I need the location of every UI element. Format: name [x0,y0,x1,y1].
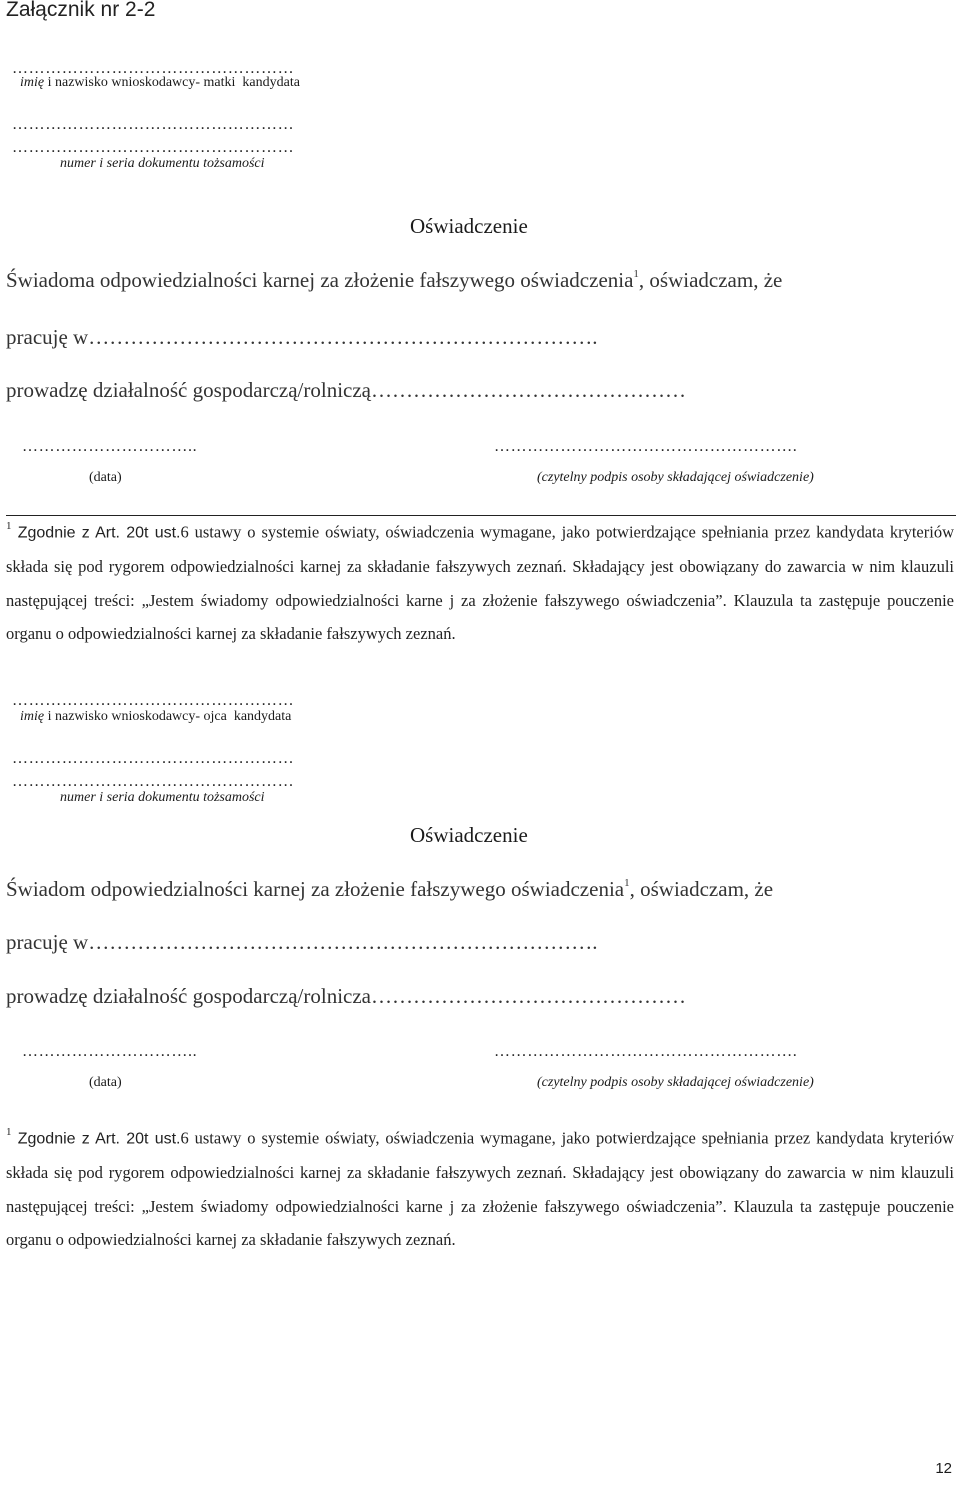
document-dotted-line-2: …………………………………………… [12,773,295,790]
document-dotted-line-1: …………………………………………… [12,750,295,767]
statement-line: Świadom odpowiedzialności karnej za złożenie fałszywego oświadczenia$^1$, oświadczam, że [6,877,774,901]
statement-line: Świadoma odpowiedzialności karnej za złożenie fałszywego oświadczenia$^1$, oświadczam, że [6,268,783,292]
name-dotted-line: …………………………………………… [12,692,295,709]
statement-title: Oświadczenie [410,214,528,238]
date-dotted-line: ………………………….. [22,438,198,455]
name-caption: imię i nazwisko wnioskodawcy- ojca kandydata [20,709,292,724]
document-dotted-line-2: …………………………………………… [12,139,295,156]
document-caption: numer i seria dokumentu tożsamości [60,790,265,805]
signature-dotted-line: ………………………………………………. [494,1043,798,1060]
signature-dotted-line: ………………………………………………. [494,438,798,455]
work-line: pracuję w………………………………………………………………. [6,325,598,349]
footnote-ref: 1 [624,877,630,889]
name-dotted-line: …………………………………………… [12,60,295,77]
signature-caption: (czytelny podpis osoby składającej oświadczenie) [537,1075,814,1090]
date-caption: (data) [89,1075,122,1090]
document-caption: numer i seria dokumentu tożsamości [60,156,265,171]
business-line: prowadzę działalność gospodarczą/rolnicza……………………………………… [6,984,686,1008]
page-header: Załącznik nr 2-2 [6,0,156,21]
footnote: $^1$ Zgodnie z Art. 20t ust.6 ustawy o systemie oświaty, oświadczenia wymagane, jako potwierdzające spełniania przez kandydata kryteriów składa się pod rygorem odpowiedzialności karnej za składanie fałszywych zeznań. Składający jest obowiązany do zawarcia w nim klauzuli następującej treści: „Jestem świadomy odpowiedzialności karne j za złożenie fałszywego oświadczenia”. Klauzula ta zastępuje pouczenie organu o odpowiedzialności karnej za składanie fałszywych zeznań. [6,520,954,643]
date-caption: (data) [89,470,122,485]
page-number: 12 [935,1460,952,1477]
work-line: pracuję w………………………………………………………………. [6,930,598,954]
statement-title: Oświadczenie [410,823,528,847]
footnote-ref: 1 [633,268,639,280]
document-dotted-line-1: …………………………………………… [12,116,295,133]
signature-caption: (czytelny podpis osoby składającej oświadczenie) [537,470,814,485]
date-dotted-line: ………………………….. [22,1043,198,1060]
business-line: prowadzę działalność gospodarczą/rolniczą……………………………………… [6,378,686,402]
name-caption: imię i nazwisko wnioskodawcy- matki kandydata [20,75,300,90]
footnote: $^1$ Zgodnie z Art. 20t ust.6 ustawy o systemie oświaty, oświadczenia wymagane, jako potwierdzające spełniania przez kandydata kryteriów składa się pod rygorem odpowiedzialności karnej za składanie fałszywych zeznań. Składający jest obowiązany do zawarcia w nim klauzuli następującej treści: „Jestem świadomy odpowiedzialności karne j za złożenie fałszywego oświadczenia”. Klauzula ta zastępuje pouczenie organu o odpowiedzialności karnej za składanie fałszywych zeznań. [6,1126,954,1249]
